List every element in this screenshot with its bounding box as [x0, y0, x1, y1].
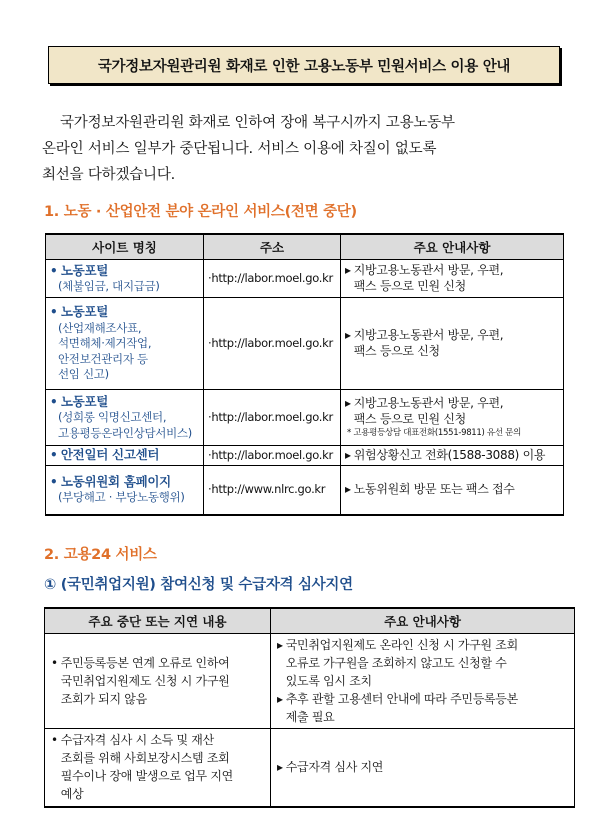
- bullet-icon: •: [51, 656, 58, 670]
- site-name-line: [50, 474, 199, 491]
- site-cell: [46, 446, 204, 466]
- arrow-icon: ▸: [345, 263, 351, 277]
- section1-title: 1. 노동 · 산업안전 분야 온라인 서비스(전면 중단): [44, 204, 357, 220]
- info-text: [354, 263, 559, 294]
- site-cell: [46, 260, 204, 298]
- guidance-line: 수급자격 심사 지연: [285, 760, 384, 775]
- col-header-issue: 주요 중단 또는 지연 내용: [45, 608, 271, 634]
- intro-line-1: 국가정보자원관리원 화재로 인하여 장애 복구시까지 고용노동부: [60, 115, 455, 131]
- site-name-line: [50, 263, 199, 280]
- table-row: [46, 260, 564, 298]
- intro-paragraph: [42, 110, 572, 188]
- issue-text: [61, 654, 264, 708]
- page-title: 국가정보자원관리원 화재로 인한 고용노동부 민원서비스 이용 안내: [48, 46, 560, 84]
- site-description: (부당해고 · 부당노동행위): [58, 490, 185, 505]
- issue-cell: [45, 729, 271, 807]
- info-text: [354, 448, 559, 464]
- site-url: ·http://labor.moel.go.kr: [208, 447, 333, 462]
- site-name-line: [50, 304, 199, 321]
- guidance-line: 추후 관할 고용센터 안내에 따라 주민등록등본: [285, 692, 518, 706]
- issue-line: 필수이나 장애 발생으로 업무 지연: [60, 769, 233, 784]
- arrow-icon: ▸: [277, 638, 283, 652]
- url-cell: [204, 298, 341, 390]
- info-line: 팩스 등으로 민원 신청: [353, 278, 466, 293]
- issue-text: [61, 731, 264, 803]
- site-name: 노동포털: [60, 304, 108, 320]
- issue-line: 조회를 위해 사회보장시스템 조회: [60, 751, 230, 766]
- bullet-icon: •: [50, 474, 58, 489]
- guidance-cell: [271, 729, 575, 807]
- bullet-icon: •: [50, 305, 58, 320]
- info-item: [345, 263, 559, 294]
- info-item: [345, 328, 559, 359]
- site-url: ·http://labor.moel.go.kr: [208, 335, 333, 350]
- info-line: 팩스 등으로 신청: [353, 343, 440, 358]
- site-url: ·http://labor.moel.go.kr: [208, 270, 333, 285]
- guidance-line: 제출 필요: [285, 710, 335, 724]
- info-line: 지방고용노동관서 방문, 우편,: [353, 396, 504, 410]
- info-text: [354, 328, 559, 359]
- site-url: ·http://www.nlrc.go.kr: [208, 482, 326, 496]
- info-line: 팩스 등으로 민원 신청: [353, 411, 466, 426]
- site-description: (산업재해조사표,: [58, 320, 142, 335]
- guidance-text: [286, 758, 568, 776]
- site-name: 노동포털: [60, 262, 108, 278]
- info-cell: [341, 260, 564, 298]
- col-header-info: 주요 안내사항: [341, 234, 564, 260]
- info-cell: [341, 446, 564, 466]
- guidance-line: 오류로 가구원을 조회하지 않고도 신청할 수: [285, 656, 507, 670]
- info-item: [345, 482, 559, 498]
- site-description: (체불임금, 대지급금): [58, 279, 160, 293]
- issue-line: 예상: [60, 787, 84, 802]
- guidance-cell: [271, 634, 575, 729]
- bullet-icon: •: [50, 394, 58, 409]
- site-name: 노동위원회 홈페이지: [60, 473, 171, 489]
- issue-line: 국민취업지원제도 신청 시 가구원: [60, 674, 230, 688]
- arrow-icon: ▸: [345, 396, 351, 410]
- guidance-item: [277, 636, 568, 690]
- bullet-icon: •: [51, 733, 58, 748]
- table-row: [45, 634, 575, 729]
- info-line: 지방고용노동관서 방문, 우편,: [353, 328, 504, 342]
- guidance-item: [277, 690, 568, 726]
- guidance-line: 국민취업지원제도 온라인 신청 시 가구원 조회: [285, 638, 518, 652]
- site-cell: [46, 465, 204, 515]
- labor-services-table: [45, 233, 564, 516]
- site-name: 노동포털: [60, 393, 108, 409]
- issue-item: [51, 731, 264, 803]
- info-item: [345, 396, 559, 427]
- site-description: (성희롱 익명신고센터,: [58, 410, 167, 425]
- arrow-icon: ▸: [345, 328, 351, 342]
- issue-item: [51, 654, 264, 708]
- issue-line: 수급자격 심사 시 소득 및 재산: [60, 733, 214, 748]
- arrow-icon: ▸: [345, 482, 351, 496]
- url-cell: [204, 260, 341, 298]
- info-line: 노동위원회 방문 또는 팩스 접수: [353, 482, 515, 496]
- info-line: 지방고용노동관서 방문, 우편,: [353, 263, 504, 277]
- info-item: [345, 448, 559, 464]
- intro-line-3: 최선을 다하겠습니다.: [42, 167, 176, 183]
- issue-cell: [45, 634, 271, 729]
- section2-subtitle: ① (국민취업지원) 참여신청 및 수급자격 심사지연: [44, 577, 353, 593]
- bullet-icon: •: [50, 263, 58, 278]
- site-name: 안전일터 신고센터: [60, 447, 160, 462]
- info-cell: [341, 390, 564, 446]
- info-text: [354, 482, 559, 498]
- arrow-icon: ▸: [277, 692, 283, 706]
- site-name-line: [50, 447, 199, 464]
- info-cell: [341, 298, 564, 390]
- info-line: 위험상황신고 전화(1588-3088) 이용: [353, 447, 546, 462]
- table-row: [46, 298, 564, 390]
- site-description: 안전보건관리자 등: [58, 351, 148, 366]
- bullet-icon: •: [50, 448, 58, 462]
- col-header-site: 사이트 명칭: [46, 234, 204, 260]
- table-row: [45, 729, 575, 807]
- col-header-url: 주소: [204, 234, 341, 260]
- url-cell: [204, 390, 341, 446]
- table-row: [46, 446, 564, 466]
- info-note: * 고용평등상담 대표전화(1551-9811) 유선 문의: [347, 428, 521, 438]
- issue-line: 조회가 되지 않음: [60, 692, 147, 706]
- url-cell: [204, 465, 341, 515]
- arrow-icon: ▸: [345, 447, 351, 462]
- table-row: [46, 390, 564, 446]
- url-cell: [204, 446, 341, 466]
- col-header-guidance: 주요 안내사항: [271, 608, 575, 634]
- arrow-icon: ▸: [277, 760, 283, 775]
- site-description: 고용평등온라인상담서비스): [58, 425, 192, 440]
- intro-line-2: 온라인 서비스 일부가 중단됩니다. 서비스 이용에 차질이 없도록: [42, 141, 437, 157]
- guidance-text: [286, 690, 568, 726]
- employment-services-table: [44, 607, 575, 808]
- site-description: 선임 신고): [58, 367, 109, 382]
- site-cell: [46, 390, 204, 446]
- table-row: [46, 465, 564, 515]
- site-url: ·http://labor.moel.go.kr: [208, 409, 333, 424]
- issue-line: 주민등록등본 연계 오류로 인하여: [60, 656, 230, 670]
- section2-title: 2. 고용24 서비스: [44, 547, 157, 563]
- site-name-line: [50, 394, 199, 411]
- guidance-item: [277, 758, 568, 776]
- info-text: [354, 396, 559, 427]
- guidance-line: 있도록 임시 조치: [285, 674, 372, 688]
- site-cell: [46, 298, 204, 390]
- info-cell: [341, 465, 564, 515]
- site-description: 석면해체·제거작업,: [58, 336, 152, 351]
- guidance-text: [286, 636, 568, 690]
